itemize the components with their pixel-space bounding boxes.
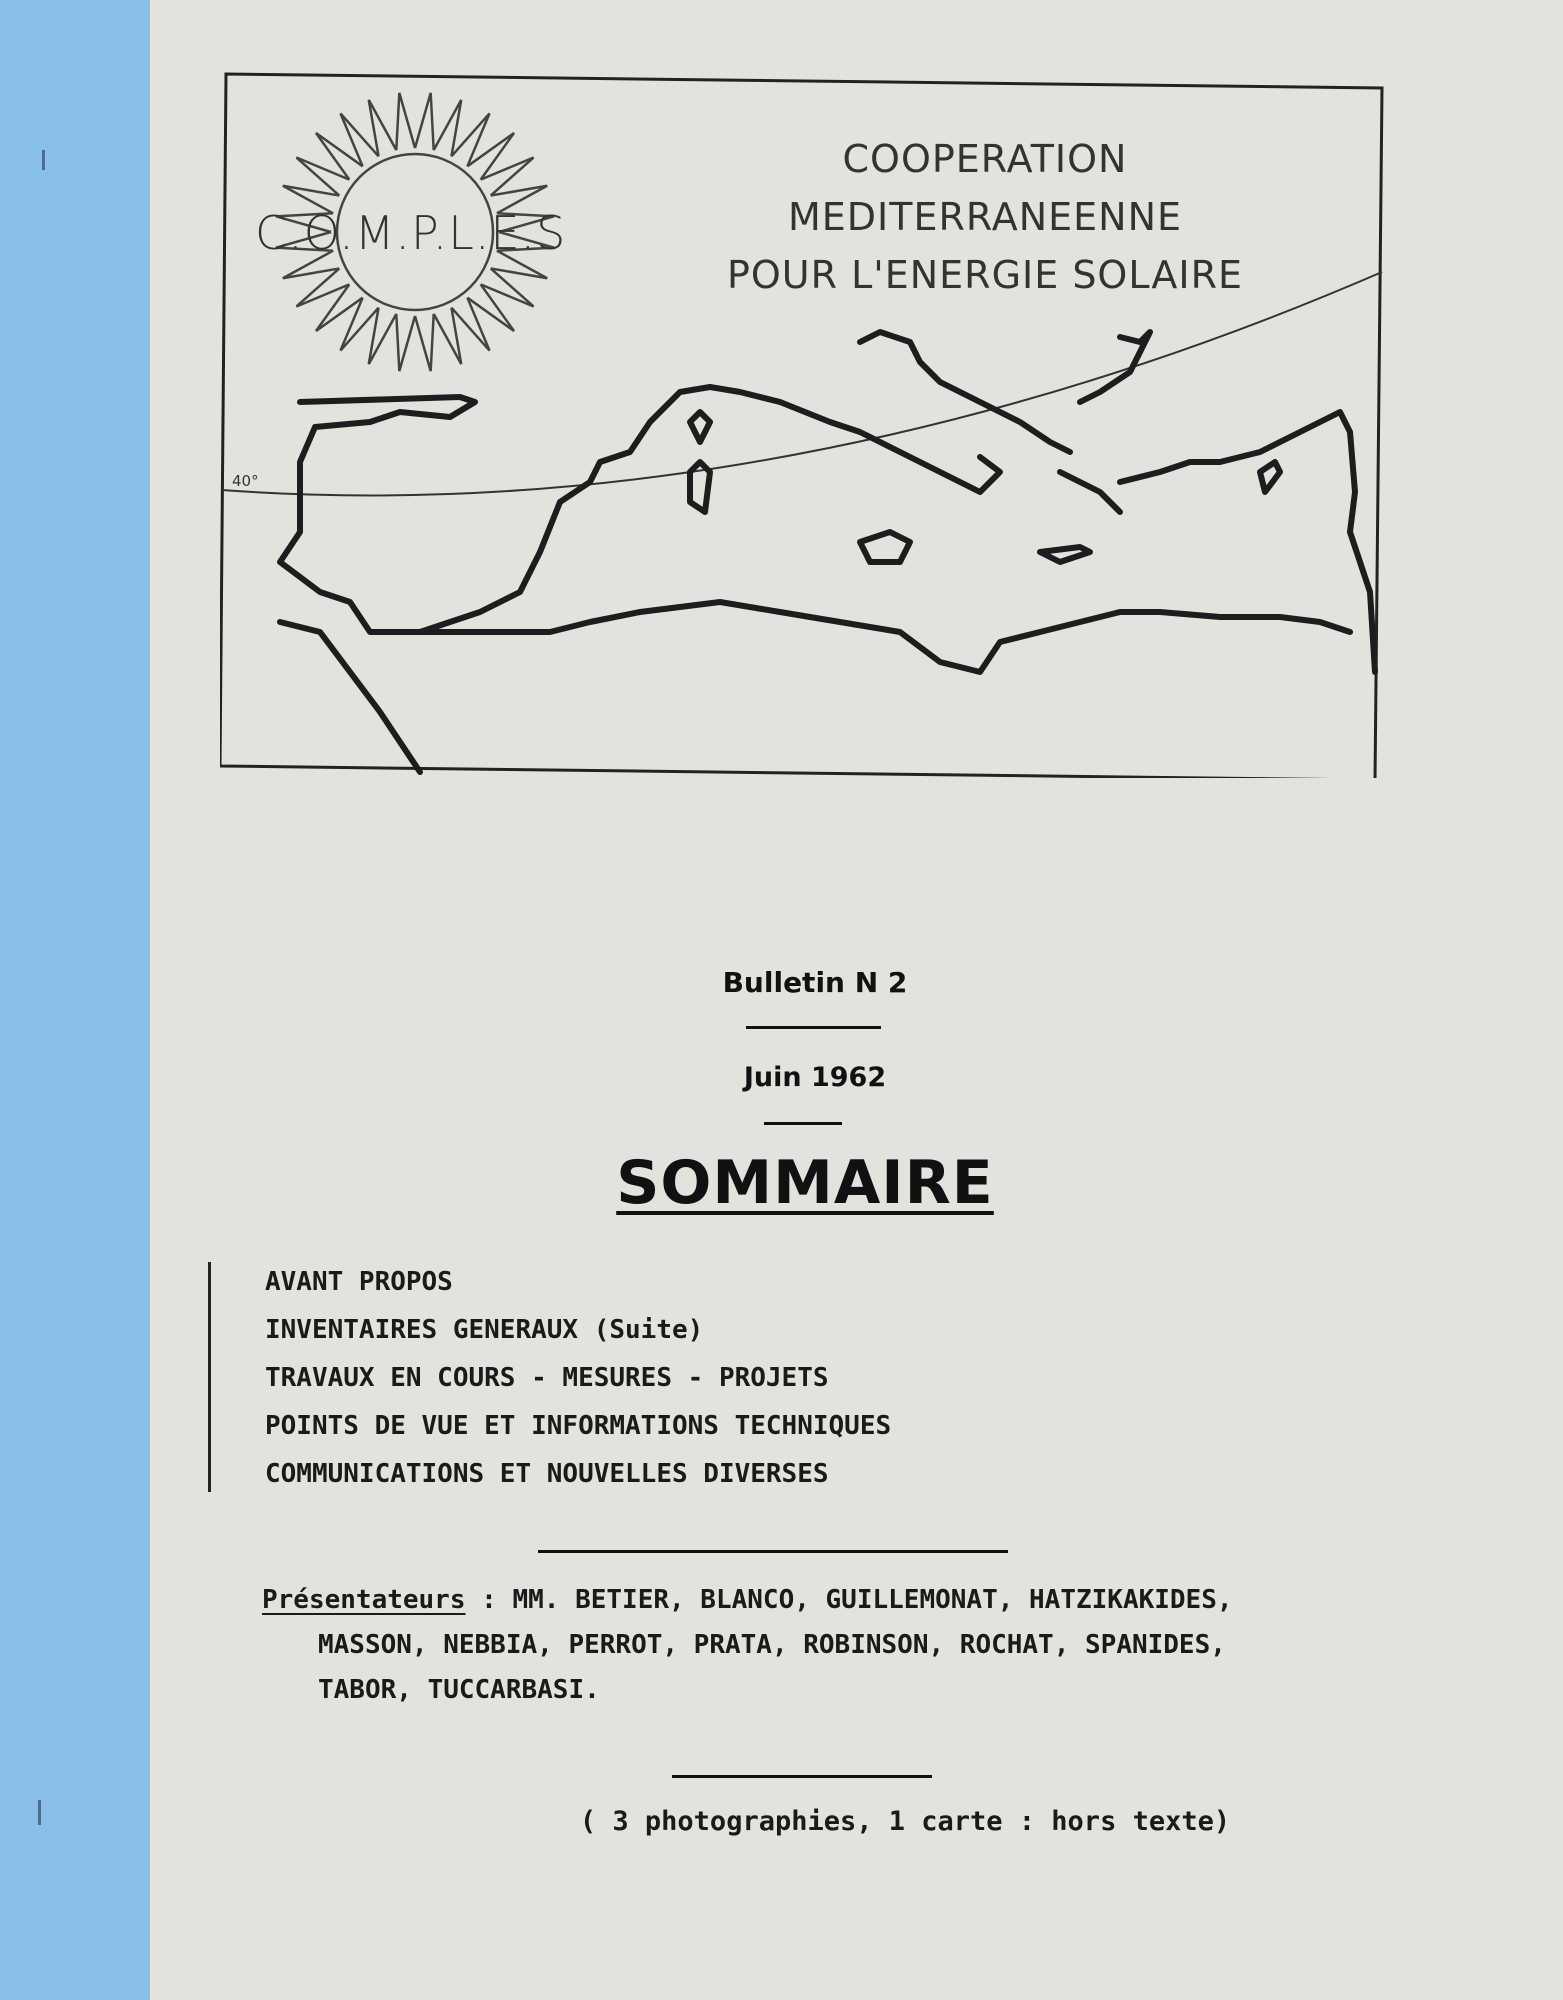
divider-4 bbox=[672, 1775, 932, 1778]
divider-3 bbox=[538, 1550, 1008, 1553]
list-item: AVANT PROPOS bbox=[265, 1267, 453, 1297]
divider-1 bbox=[746, 1026, 881, 1029]
divider-2 bbox=[764, 1122, 842, 1125]
list-item: TRAVAUX EN COURS - MESURES - PROJETS bbox=[265, 1363, 829, 1393]
binding-spine bbox=[0, 0, 150, 2000]
list-item: POINTS DE VUE ET INFORMATIONS TECHNIQUES bbox=[265, 1411, 892, 1441]
list-item: INVENTAIRES GENERAUX (Suite) bbox=[265, 1315, 704, 1345]
presenters-line-1: : MM. BETIER, BLANCO, GUILLEMONAT, HATZIKAKIDES, bbox=[481, 1585, 1233, 1615]
latitude-label: 40° bbox=[232, 472, 259, 490]
org-line-3: POUR L'ENERGIE SOLAIRE bbox=[726, 253, 1244, 297]
list-item: COMMUNICATIONS ET NOUVELLES DIVERSES bbox=[265, 1459, 829, 1489]
logo-text: C.O.M.P.L.E.S bbox=[255, 206, 567, 260]
organization-title bbox=[590, 130, 1380, 304]
org-line-2: MEDITERRANEENNE bbox=[787, 195, 1183, 239]
contents-list bbox=[265, 1258, 891, 1498]
presenters-label: Présentateurs bbox=[262, 1585, 466, 1615]
contents-margin-bar bbox=[208, 1262, 211, 1492]
bulletin-date: Juin 1962 bbox=[743, 1062, 887, 1093]
presenters-line-3: TABOR, TUCCARBASI. bbox=[318, 1675, 600, 1705]
org-line-1: COOPERATION bbox=[842, 137, 1128, 181]
bulletin-number: Bulletin N 2 bbox=[722, 966, 908, 999]
footnote: ( 3 photographies, 1 carte : hors texte) bbox=[579, 1806, 1231, 1837]
presenters bbox=[262, 1578, 1492, 1713]
presenters-line-2: MASSON, NEBBIA, PERROT, PRATA, ROBINSON, ROCHAT, SPANIDES, bbox=[318, 1630, 1226, 1660]
sommaire-title: SOMMAIRE bbox=[616, 1148, 994, 1218]
